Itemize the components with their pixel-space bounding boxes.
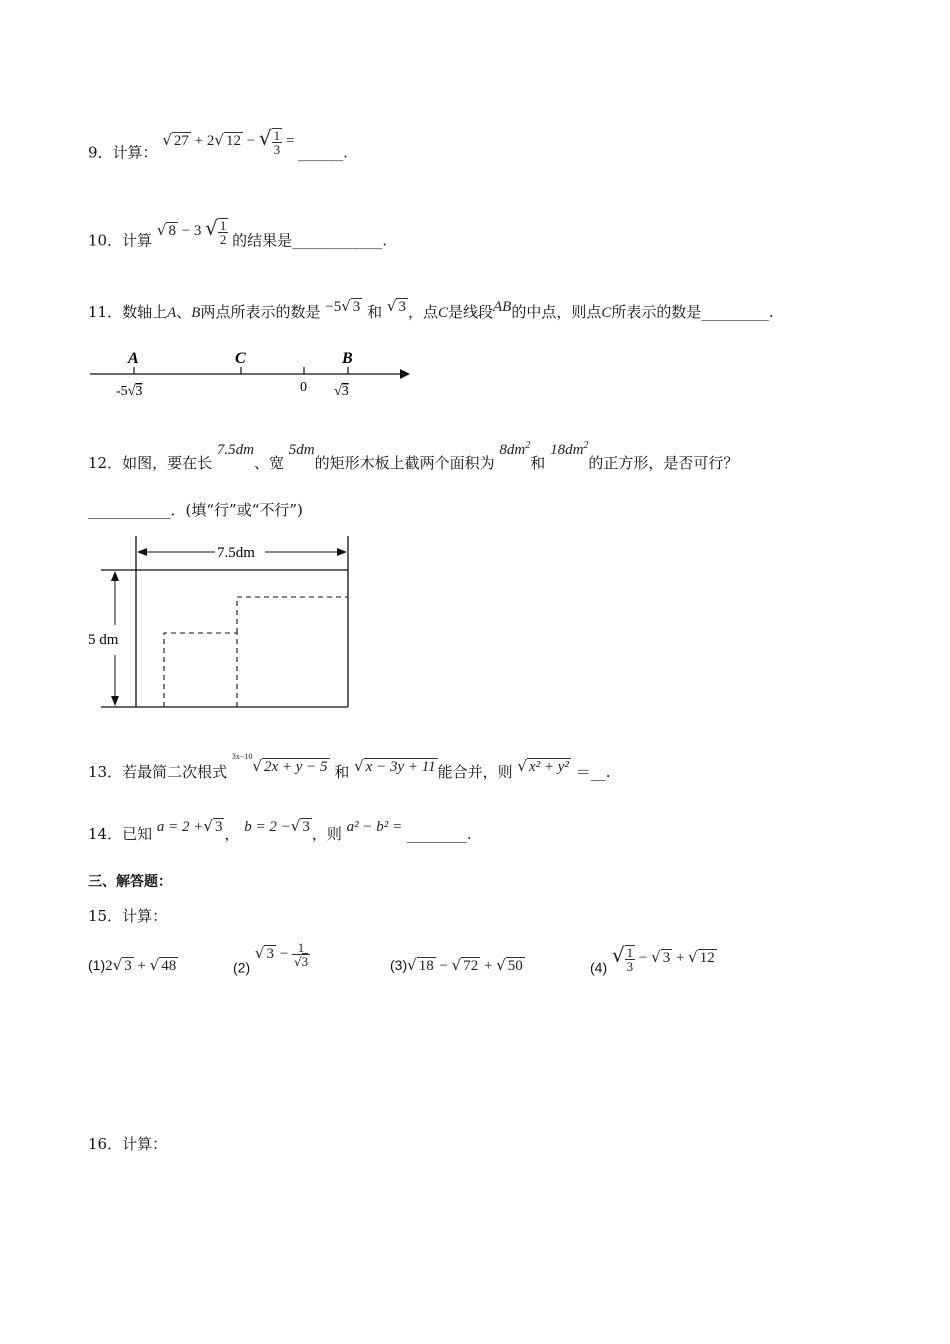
q10-blank[interactable]: ____________ xyxy=(292,231,383,250)
board-figure xyxy=(85,530,360,715)
q11-blank[interactable]: _________ xyxy=(701,303,769,321)
q13-blank[interactable]: __ xyxy=(590,763,606,781)
q14-expr: a² − b² = xyxy=(346,819,403,835)
label-c: C xyxy=(235,350,246,367)
q11-number: 11． xyxy=(88,303,123,321)
tick-a-label: -5√3 xyxy=(116,384,143,399)
q12-blank[interactable]: ___________ xyxy=(88,501,171,519)
q14-number: 14． xyxy=(88,825,123,843)
question-15: 15．计算： xyxy=(88,907,168,925)
label-a: A xyxy=(128,350,139,367)
number-line-figure xyxy=(88,345,418,405)
number-line-arrow xyxy=(400,369,410,379)
label-b: B xyxy=(342,350,353,367)
q10-text: 计算 xyxy=(122,231,153,250)
q12-area-2: $18dm^2$ xyxy=(550,440,589,458)
q10-expression: √ 8 − 3 √ $\frac{1}{2}$ xyxy=(156,216,227,247)
side-dimension-label: 5 dm xyxy=(88,632,119,648)
question-12: 12．如图，要在长 7.5dm、宽 5dm的矩形木板上截两个面积为 $8dm^2$和 $18dm^2$的正方形，是否可行？ xyxy=(88,440,739,472)
q9-number: 9． xyxy=(88,143,113,162)
q11-value-b: √ 3 xyxy=(386,297,406,315)
section-3-title: 三、解答题： xyxy=(88,874,172,890)
q16-number: 16． xyxy=(88,1135,123,1153)
q11-value-a: −5√ 3 xyxy=(325,297,361,315)
q9-text: 计算： xyxy=(112,143,158,162)
tick-zero-label: 0 xyxy=(300,380,307,395)
question-12-answer: ___________．(填“行”或“不行”) xyxy=(88,501,303,519)
top-dimension-label: 7.5dm xyxy=(217,545,255,561)
q15-number: 15． xyxy=(88,907,123,925)
question-16: 16．计算： xyxy=(88,1135,168,1153)
small-square-dashed xyxy=(164,633,237,707)
q15-part-2: (2) √ 3 − $\frac{1}{√3}$ xyxy=(233,940,309,976)
q10-tail: 的结果是 xyxy=(232,231,293,250)
q13-radical-1: $^{3x-10}$√ 2x + y − 5 xyxy=(231,752,328,775)
q13-radical-3: √ x² + y² xyxy=(517,757,569,775)
q12-area-1: $8dm^2$ xyxy=(499,440,531,458)
question-9: 9．计算： √ 27 + 2√ 12 − √ $\frac{1}{3}$ = ______. xyxy=(88,126,348,162)
question-10: 10．计算 √ 8 − 3 √ $\frac{1}{2}$ 的结果是____________. xyxy=(88,216,387,250)
q15-part-1: (1)2√ 3 + √ 48 xyxy=(88,956,177,974)
q12-number: 12． xyxy=(88,454,123,472)
q9-expression: √ 27 + 2√ 12 − √ $\frac{1}{3}$ = xyxy=(162,126,295,157)
q14-a-expr: a = 2 +√ 3 xyxy=(156,817,223,835)
q13-number: 13． xyxy=(88,763,123,781)
q10-number: 10． xyxy=(88,231,123,250)
question-14: 14．已知 a = 2 +√ 3 ， b = 2 −√ 3 ，则 a² − b² = ________. xyxy=(88,817,472,843)
q14-blank[interactable]: ________ xyxy=(406,825,467,843)
question-13: 13．若最简二次根式 $^{3x-10}$√ 2x + y − 5 和 √ x − 3y + 11 能合并，则 √ x² + y² ＝__. xyxy=(88,752,611,781)
q9-blank[interactable]: ______ xyxy=(298,143,344,162)
q14-b-expr: b = 2 −√ 3 xyxy=(244,817,310,835)
q15-part-3: (3)√ 18 − √ 72 + √ 50 xyxy=(390,956,523,974)
large-square-dashed xyxy=(237,597,348,633)
q15-part-4: (4) √ $\frac{1}{3}$ − √ 3 + √ 12 xyxy=(590,943,715,976)
tick-b-label: √3 xyxy=(334,384,349,399)
q13-radical-2: √ x − 3y + 11 xyxy=(354,757,436,775)
question-11: 11．数轴上A、B两点所表示的数是 −5√ 3 和 √ 3 ，点C是线段AB的中点，则点C所表示的数是_________. xyxy=(88,297,774,321)
